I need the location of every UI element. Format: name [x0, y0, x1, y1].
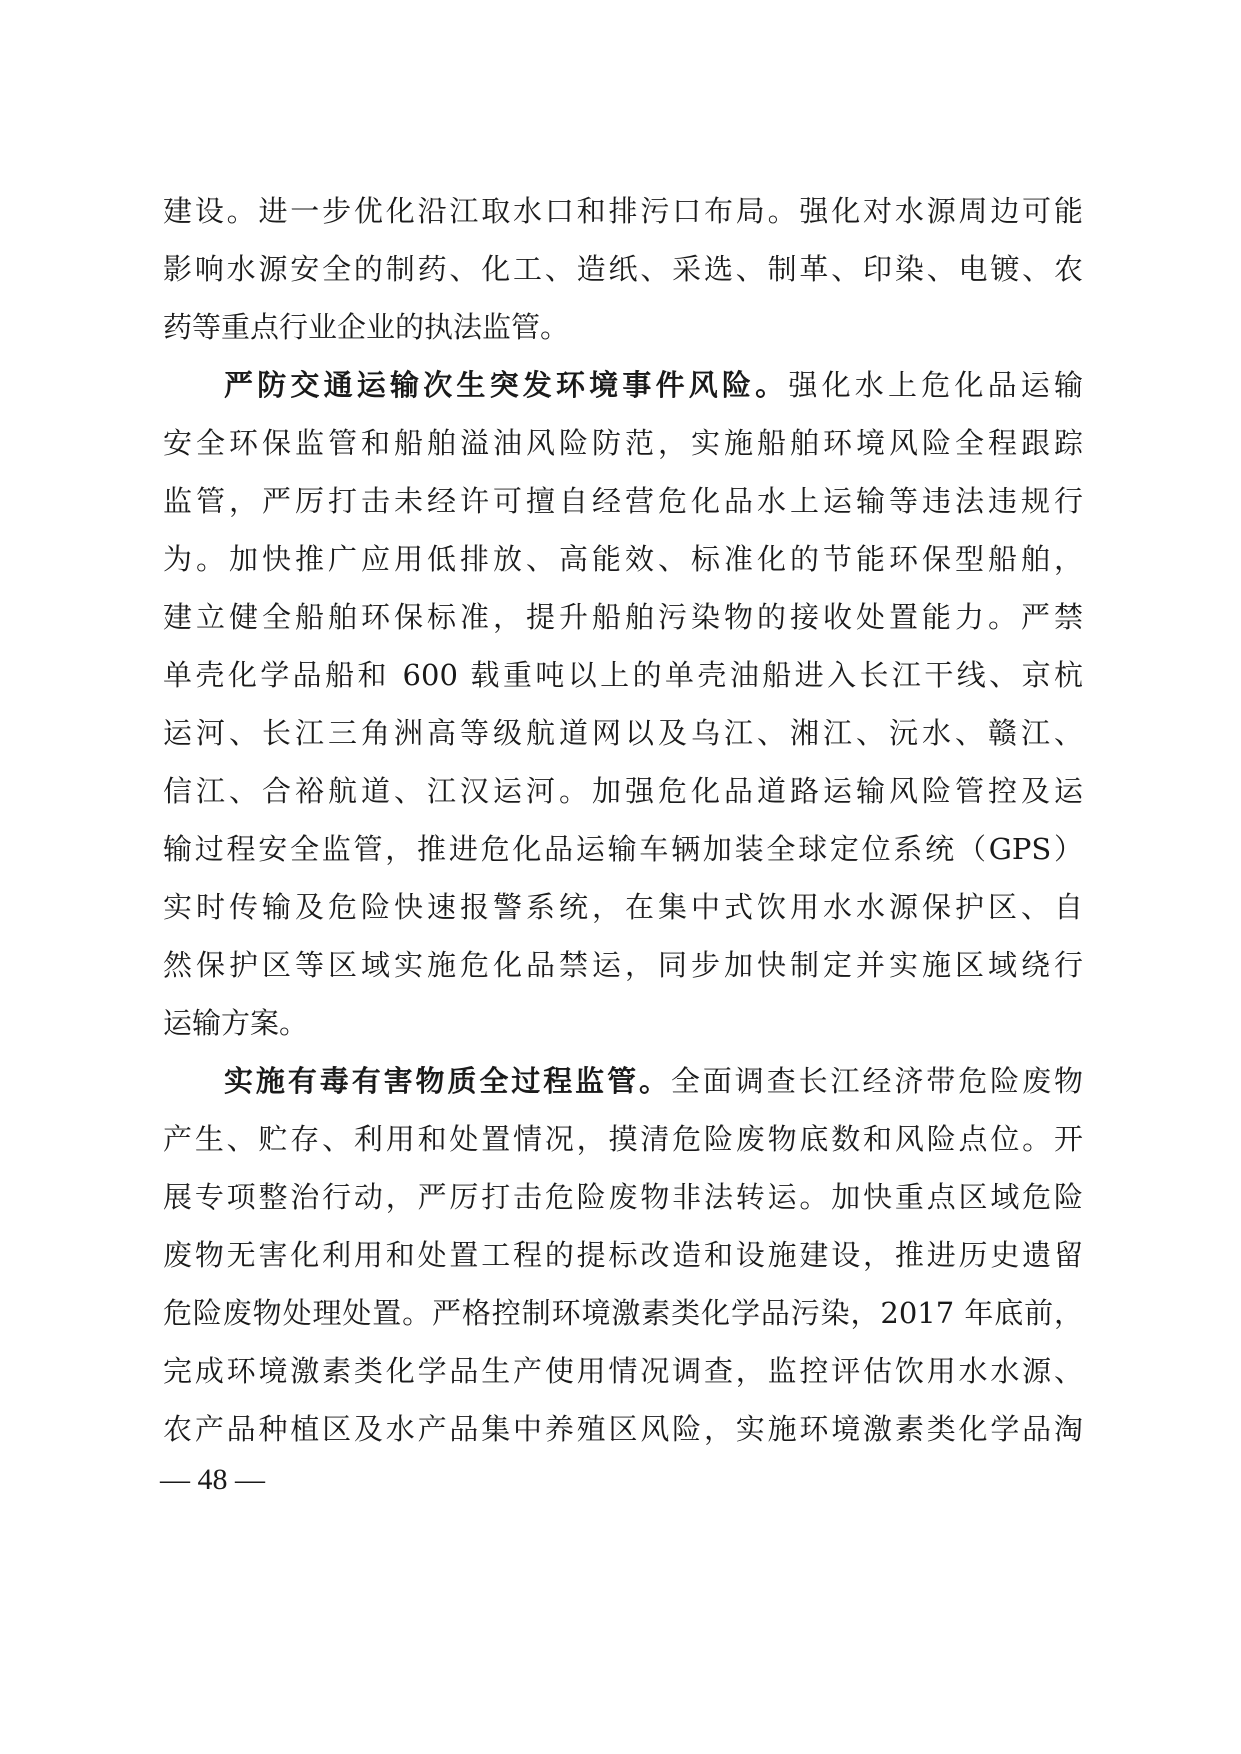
- text-line: 建立健全船舶环保标准，提升船舶污染物的接收处置能力。严禁: [163, 600, 1083, 634]
- text-line: 废物无害化利用和处置工程的提标改造和设施建设，推进历史遗留: [163, 1238, 1083, 1272]
- text-line: 药等重点行业企业的执法监管。: [163, 310, 570, 344]
- text-line: 安全环保监管和船舶溢油风险防范，实施船舶环境风险全程跟踪: [163, 426, 1083, 460]
- text-line: 影响水源安全的制药、化工、造纸、采选、制革、印染、电镀、农: [163, 252, 1083, 286]
- text-line: 农产品种植区及水产品集中养殖区风险，实施环境激素类化学品淘: [163, 1412, 1083, 1446]
- text-line: 输过程安全监管，推进危化品运输车辆加装全球定位系统（GPS）: [163, 832, 1083, 866]
- text-line: 展专项整治行动，严厉打击危险废物非法转运。加快重点区域危险: [163, 1180, 1083, 1214]
- text-span: 全面调查长江经济带危险废物: [670, 1064, 1083, 1098]
- text-line: 产生、贮存、利用和处置情况，摸清危险废物底数和风险点位。开: [163, 1122, 1083, 1156]
- text-line: 信江、合裕航道、江汉运河。加强危化品道路运输风险管控及运: [163, 774, 1083, 808]
- text-line: 为。加快推广应用低排放、高能效、标准化的节能环保型船舶，: [163, 542, 1083, 576]
- paragraph-first-line: [224, 364, 1083, 406]
- paragraph-first-line: [224, 1060, 1083, 1102]
- text-line: 单壳化学品船和 600 载重吨以上的单壳油船进入长江干线、京杭: [163, 658, 1083, 692]
- text-line: 运输方案。: [163, 1006, 309, 1040]
- text-span: 强化水上危化品运输: [788, 368, 1083, 402]
- text-line: 然保护区等区域实施危化品禁运，同步加快制定并实施区域绕行: [163, 948, 1083, 982]
- text-line: 运河、长江三角洲高等级航道网以及乌江、湘江、沅水、赣江、: [163, 716, 1083, 750]
- text-line: 危险废物处理处置。严格控制环境激素类化学品污染，2017 年底前，: [163, 1296, 1083, 1330]
- page-number: — 48 —: [160, 1463, 265, 1496]
- text-line: 完成环境激素类化学品生产使用情况调查，监控评估饮用水水源、: [163, 1354, 1083, 1388]
- text-line: 实时传输及危险快速报警系统，在集中式饮用水水源保护区、自: [163, 890, 1083, 924]
- paragraph-heading: 严防交通运输次生突发环境事件风险。: [224, 368, 789, 402]
- text-line: 建设。进一步优化沿江取水口和排污口布局。强化对水源周边可能: [163, 194, 1083, 228]
- text-line: 监管，严厉打击未经许可擅自经营危化品水上运输等违法违规行: [163, 484, 1083, 518]
- paragraph-heading: 实施有毒有害物质全过程监管。: [224, 1064, 671, 1098]
